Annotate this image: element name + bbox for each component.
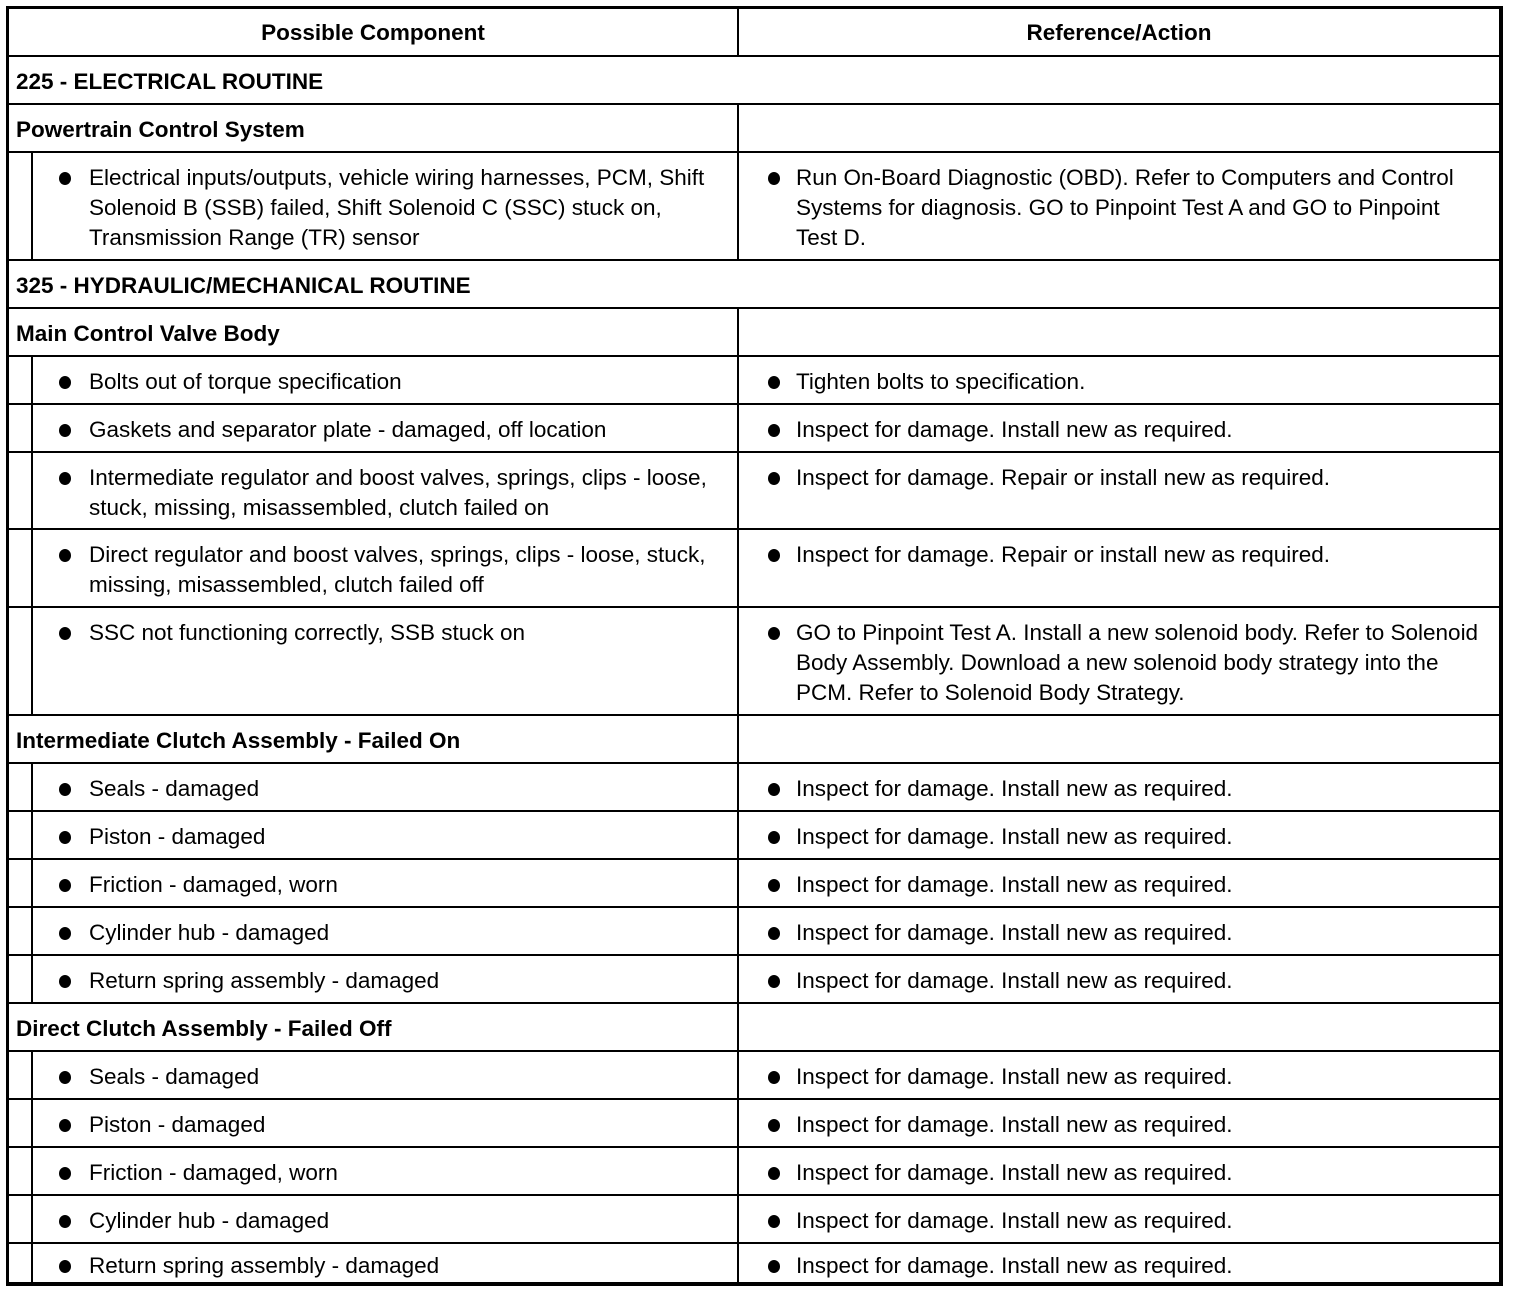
bullet-icon <box>59 472 71 485</box>
group-row <box>9 105 1499 153</box>
action-text: Inspect for damage. Install new as required. <box>796 1208 1233 1233</box>
component-text: Cylinder hub - damaged <box>89 1208 330 1233</box>
table-row <box>9 1244 1499 1282</box>
bullet-icon <box>59 627 71 640</box>
component-text: Return spring assembly - damaged <box>89 968 440 993</box>
header-reference-action: Reference/Action <box>737 9 1499 55</box>
group-row <box>9 716 1499 764</box>
bullet-icon <box>768 783 780 796</box>
bullet-icon <box>59 549 71 562</box>
bullet-icon <box>59 975 71 988</box>
action-text: GO to Pinpoint Test A. Install a new solenoid body. Refer to Solenoid Body Assembly. Download a new solenoid body strategy into the PCM. Refer to Solenoid Body Strategy. <box>796 620 1479 705</box>
component-text: SSC not functioning correctly, SSB stuck on <box>89 620 526 645</box>
section-row <box>9 57 1499 105</box>
bullet-icon <box>768 172 780 185</box>
component-text: Return spring assembly - damaged <box>89 1253 440 1278</box>
bullet-icon <box>59 1119 71 1132</box>
table-row <box>9 764 1499 812</box>
bullet-icon <box>59 424 71 437</box>
bullet-icon <box>59 831 71 844</box>
header-possible-component: Possible Component <box>261 20 485 45</box>
bullet-icon <box>768 1167 780 1180</box>
bullet-icon <box>768 1215 780 1228</box>
group-title: Main Control Valve Body <box>16 321 280 346</box>
table-row <box>9 453 1499 530</box>
component-text: Piston - damaged <box>89 824 266 849</box>
bullet-icon <box>59 1071 71 1084</box>
indent-bar <box>31 530 33 606</box>
bullet-icon <box>59 783 71 796</box>
indent-bar <box>31 764 33 810</box>
table-row <box>9 908 1499 956</box>
table-row <box>9 812 1499 860</box>
action-text: Inspect for damage. Install new as required. <box>796 1112 1233 1137</box>
component-text: Gaskets and separator plate - damaged, off location <box>89 417 607 442</box>
section-title: 225 - ELECTRICAL ROUTINE <box>16 69 324 94</box>
indent-bar <box>31 812 33 858</box>
component-text: Intermediate regulator and boost valves, springs, clips - loose, stuck, missing, misassembled, clutch failed on <box>89 465 707 520</box>
bullet-icon <box>768 831 780 844</box>
table-row <box>9 1148 1499 1196</box>
group-title: Direct Clutch Assembly - Failed Off <box>16 1016 392 1041</box>
bullet-icon <box>59 1260 71 1273</box>
table-row <box>9 1100 1499 1148</box>
bullet-icon <box>768 424 780 437</box>
group-action-empty <box>737 105 1499 151</box>
action-text: Inspect for damage. Install new as required. <box>796 776 1233 801</box>
table-row <box>9 405 1499 453</box>
action-text: Inspect for damage. Install new as required. <box>796 920 1233 945</box>
action-text: Inspect for damage. Repair or install new as required. <box>796 465 1331 490</box>
section-row <box>9 261 1499 309</box>
bullet-icon <box>59 172 71 185</box>
action-text: Inspect for damage. Install new as required. <box>796 1253 1233 1278</box>
bullet-icon <box>768 1071 780 1084</box>
indent-bar <box>31 1196 33 1242</box>
table-row <box>9 956 1499 1004</box>
table-row <box>9 1196 1499 1244</box>
table-row <box>9 860 1499 908</box>
action-text: Inspect for damage. Install new as required. <box>796 1064 1233 1089</box>
indent-bar <box>31 453 33 528</box>
indent-bar <box>31 1052 33 1098</box>
component-text: Piston - damaged <box>89 1112 266 1137</box>
indent-bar <box>31 405 33 451</box>
bullet-icon <box>59 879 71 892</box>
indent-bar <box>31 956 33 1002</box>
component-text: Friction - damaged, worn <box>89 872 338 897</box>
indent-bar <box>31 1244 33 1282</box>
action-text: Inspect for damage. Install new as required. <box>796 872 1233 897</box>
indent-bar <box>31 1148 33 1194</box>
group-action-empty <box>737 1004 1499 1050</box>
component-text: Cylinder hub - damaged <box>89 920 330 945</box>
group-row <box>9 1004 1499 1052</box>
action-text: Run On-Board Diagnostic (OBD). Refer to Computers and Control Systems for diagnosis. GO to Pinpoint Test A and GO to Pinpoint Test D. <box>796 165 1454 250</box>
bullet-icon <box>59 1167 71 1180</box>
group-row <box>9 309 1499 357</box>
component-text: Bolts out of torque specification <box>89 369 402 394</box>
action-text: Inspect for damage. Install new as required. <box>796 824 1233 849</box>
bullet-icon <box>768 549 780 562</box>
bullet-icon <box>768 472 780 485</box>
table-row <box>9 530 1499 608</box>
bullet-icon <box>768 1260 780 1273</box>
component-text: Seals - damaged <box>89 776 260 801</box>
action-text: Inspect for damage. Repair or install new as required. <box>796 542 1331 567</box>
bullet-icon <box>768 975 780 988</box>
bullet-icon <box>59 1215 71 1228</box>
diagnostic-table <box>6 6 1503 1286</box>
indent-bar <box>31 357 33 403</box>
table-row <box>9 1052 1499 1100</box>
action-text: Inspect for damage. Install new as required. <box>796 968 1233 993</box>
bullet-icon <box>768 879 780 892</box>
indent-bar <box>31 860 33 906</box>
indent-bar <box>31 908 33 954</box>
bullet-icon <box>59 927 71 940</box>
indent-bar <box>31 153 33 259</box>
indent-bar <box>31 608 33 714</box>
indent-bar <box>31 1100 33 1146</box>
action-text: Inspect for damage. Install new as required. <box>796 417 1233 442</box>
action-text: Tighten bolts to specification. <box>796 369 1086 394</box>
component-text: Direct regulator and boost valves, springs, clips - loose, stuck, missing, misassembled, clutch failed off <box>89 542 706 597</box>
table-row <box>9 357 1499 405</box>
bullet-icon <box>768 376 780 389</box>
component-text: Seals - damaged <box>89 1064 260 1089</box>
bullet-icon <box>768 1119 780 1132</box>
group-title: Intermediate Clutch Assembly - Failed On <box>16 728 461 753</box>
bullet-icon <box>59 376 71 389</box>
component-text: Electrical inputs/outputs, vehicle wiring harnesses, PCM, Shift Solenoid B (SSB) failed, Shift Solenoid C (SSC) stuck on, Transmission Range (TR) sensor <box>89 165 705 250</box>
section-title: 325 - HYDRAULIC/MECHANICAL ROUTINE <box>16 273 471 298</box>
bullet-icon <box>768 927 780 940</box>
table-row <box>9 153 1499 261</box>
table-row <box>9 608 1499 716</box>
component-text: Friction - damaged, worn <box>89 1160 338 1185</box>
table-header-row <box>9 9 1499 57</box>
group-title: Powertrain Control System <box>16 117 305 142</box>
bullet-icon <box>768 627 780 640</box>
group-action-empty <box>737 309 1499 355</box>
action-text: Inspect for damage. Install new as required. <box>796 1160 1233 1185</box>
group-action-empty <box>737 716 1499 762</box>
